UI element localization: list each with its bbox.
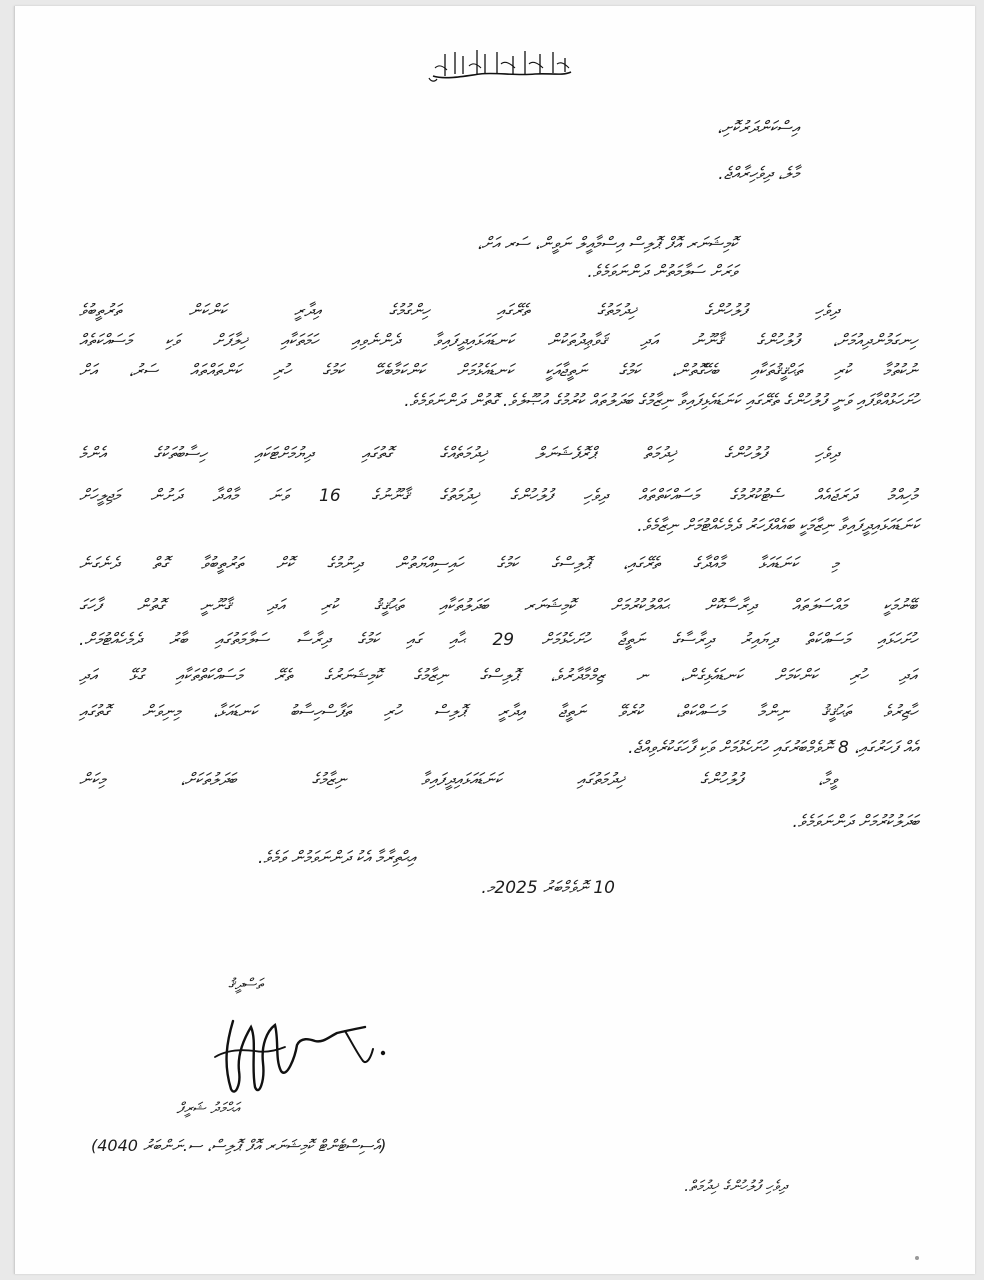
- salutation-line-2: ވަރަށް ސަލާމަތުން ދަންނަވަމެވެ.: [587, 262, 737, 282]
- recipient-line-1: އިސްކަންދަރުކޮށި،: [717, 118, 799, 138]
- signature-title: ތަސްދީޤު: [228, 975, 263, 993]
- paragraph-1-line-3: ނުކުތުމާ ކުރި ތަޙްޤީޤުތަކާއި ބެހޭގޮތުން، ކަމުގެ ނަތީޖާއަކީ ކަނޑައެޅުމަށް ކަންކަމާބެހޭ ކަމުގެ ހުރި ކަންތައްތައް ސަރު، އަށް: [79, 361, 917, 381]
- paragraph-3-line-1: މި ކަނަޑައަޅާ މާއްދާގެ ތެރޭގައި، ޕޮލިސްގެ ކަމުގެ ހައިސިއްޔަތުން ދިނުމުގެ ކޮށް ތަރުތީބުވާ ގޮތް ދެނެގަނެ: [79, 554, 839, 574]
- paragraph-3-line-6: އެއް ފަހަރުގައި، 8 ނޮވެމްބަރުގައި ހުށަހެޅުމަށް ވަކި ފާހަގަކުރެވިއްޖެ.: [628, 738, 919, 758]
- paragraph-1-line-1: ދިވެހި ފުލުހުންގެ ޚިދުމަތުގެ ތެރޭގައި ހިންގުމުގެ އިދާރީ ކަންކަން ތަރުތީބުވެ: [79, 301, 839, 321]
- handwritten-signature: [205, 1001, 405, 1111]
- scan-dot: [915, 1256, 919, 1260]
- date-year: 2025މ.: [481, 878, 538, 898]
- letter-page: [14, 6, 975, 1274]
- paragraph-3-line-3: ހުށަހަޅައި މަސައްކަތް ދިޔައިރު ދިރާސާގެ ނަތީޖާ ހުށަހެޅުމަށް 29 ޙާއި ގައި ކަމުގެ ދިރާސާ ސަލާމަތުގައި ބާރު ދެމެހެއްޓުމަށް.: [79, 630, 918, 650]
- paragraph-2-line-1: ދިވެހި ފުލުހުންގެ ޚިދުމަތް ޕްރޮފެޝަނަލް ޚިދުމަތެއްގެ ގޮތުގައި ދިޔުމަށްޓަކައި ހިސާބުތަކުގެ އެންމެ: [79, 444, 839, 464]
- date-day: 10: [593, 878, 615, 898]
- closing-line: އިޙްތިރާމާ އެކު ދަންނަވަމުން ވަމެވެ.: [257, 848, 415, 868]
- paragraph-4-line-1: ވީމާ، ފުލުހުންގެ ޚިދުމަތުގައި ކަނަޑައަޅައިދީފައިވާ ނިޒާމުގެ ބަދަލުތަކަށް، މިކަން: [79, 770, 837, 790]
- date-month: ނޮވެމްބަރު: [543, 878, 588, 898]
- signatory-designation: (އެސިސްޓެންޓް ކޮމިޝަނަރ އޮފް ޕޮލިސް، ސ.ނަންބަރު 4040): [91, 1136, 387, 1155]
- salutation-line-1: ކޮމިޝަނަރ އޮފް ޕޮލިސް އިސްމާއީލް ނަވީން، ސަރ އަށް،: [477, 234, 737, 254]
- paragraph-3-line-5: ހާޒިރުވެ ތަޙުޤީޤު ނިންމާ މަސައްކަތް، ކުރެވޭ ނަތީޖާ އިދާރީ ޕޮލިސް ހުރި ތަފާސްހިސާބު ކަނޑައަޅާ، މިނިވަން ގޮތުގައި: [79, 702, 917, 722]
- bismillah-calligraphy: [425, 46, 575, 86]
- signatory-name: އަޙްމަދު ޝަރީފް: [176, 1099, 239, 1117]
- paragraph-2-line-2: މުހިއްމު ދަރަޖައެއް ސެޓުކުރުމުގެ މަސައްކަތްތައް ދިވެހި ފުލުހުންގެ ޚިދުމަތުގެ ޤާނޫނުގެ 16 ވަނަ މާއްދާ ދަށުން މަޖިލީހަށް: [79, 486, 917, 506]
- paragraph-1-line-2: ހިނގަމުންދިއުމަށް، ފުލުހުންގެ ޤާނޫނު އަދި ޤަވާޢިދުތަކުން ކަނޑައަޅައިދީފައިވާ ދެންނެވިއި ހަމަތަކާއި ޚިލާފަށް ވަކި މަސައްކަތެއް: [79, 331, 917, 351]
- paragraph-3-line-2: ބޭނުމަކީ މައްސަލަތައް ދިރާސާކޮށް ޙައްލުކުރުމަށް ކޮމިޝަނަރ ބަދަލުތަކާއި ތަޙުޤީޤު ކުރި އަދި ޤާނޫނީ ގޮތުން ފާހަގަ: [79, 596, 917, 616]
- paragraph-3-line-4: އަދި ހުރި ކަންކަމަށް ކަނޑައެޅިގެން، ނ ޒިމްމާދާރުވެ، ޕޮލިސްގެ ނިޒާމުގެ ކޮމިޝަނަރުގެ ތެރޭ މަސައްކަތްތަކާއި ގުޅޭ އަދި: [79, 666, 917, 686]
- closing-date: [481, 878, 615, 898]
- paragraph-2-line-3: ކަނަޑައަޅައިދީފައިވާ ނިޒާމަކީ ބައެއްފަހަރު ދެމެހެއްޓުމަށް ނިޒާމެވެ.: [637, 516, 919, 536]
- footer-organization: ދިވެހި ފުލުހުންގެ ޚިދުމަތް.: [684, 1177, 787, 1195]
- paragraph-1-line-4: ހުށަހަޅުއްވާފައި ވަނީ ފުލުހުންގެ ތެރޭގައި ކަނަޑައެޅިފައިވާ ނިޒާމުގެ ބަދަލުތައް ކުރުމުގެ އުޞޫލެވެ. ގޮތުން ދަންނަވަމެވެ.: [404, 391, 919, 411]
- paragraph-4-line-2: ބަދަލުކުރުމަށް ދަންނަވަމެވެ.: [792, 812, 919, 832]
- recipient-line-2: މާލެ، ދިވެހިރާއްޖެ.: [718, 164, 799, 184]
